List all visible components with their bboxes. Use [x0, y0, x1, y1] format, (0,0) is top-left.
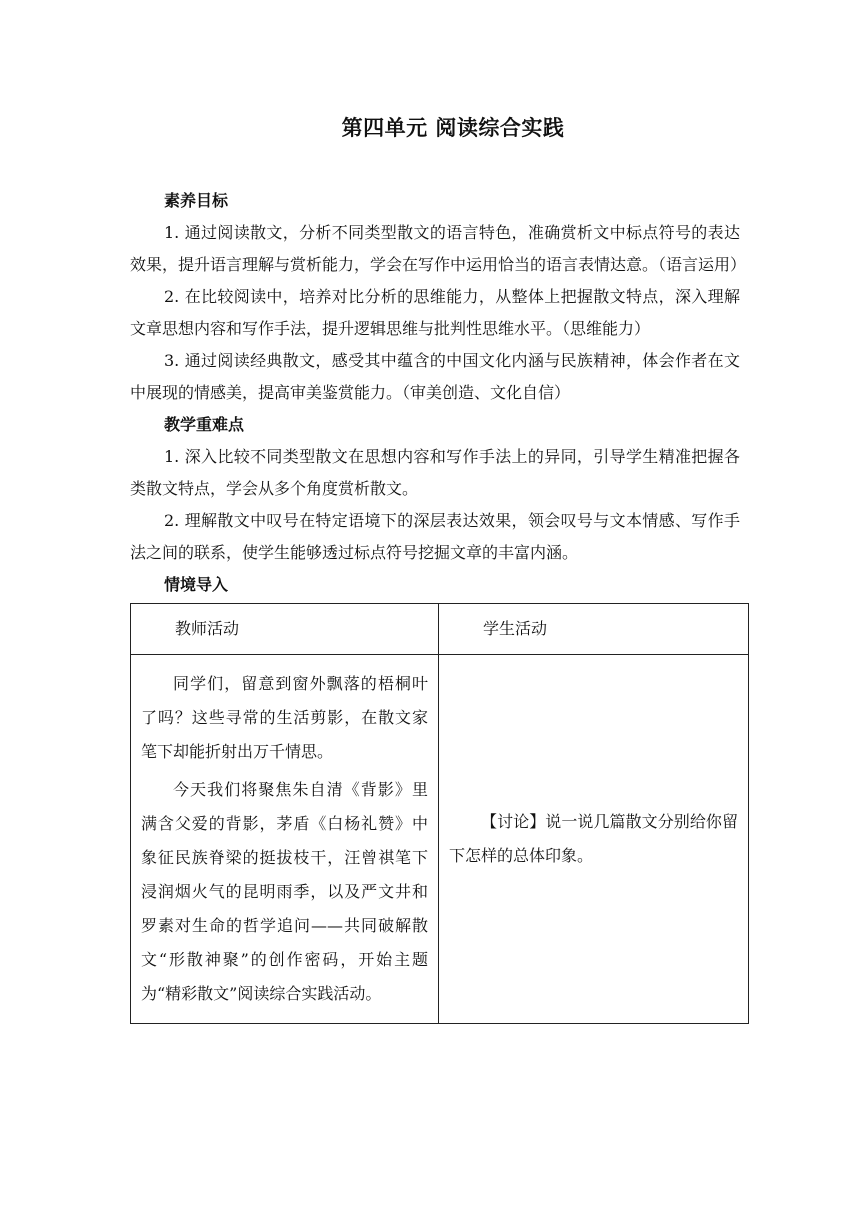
teacher-activity-header: 教师活动 — [131, 604, 439, 655]
document-title: 第四单元 阅读综合实践 — [341, 116, 565, 140]
teacher-activity-cell — [131, 655, 439, 1024]
teacher-paragraph: 同学们，留意到窗外飘落的梧桐叶了吗？这些寻常的生活剪影，在散文家笔下却能折射出万千情思。 — [141, 674, 428, 761]
intro-heading: 情境导入 — [164, 575, 229, 594]
key-point-item: 1. 深入比较不同类型散文在思想内容和写作手法上的异同，引导学生精准把握各类散文特点，学会从多个角度赏析散文。 — [130, 447, 740, 498]
student-discussion-text: 【讨论】说一说几篇散文分别给你留下怎样的总体印象。 — [449, 812, 738, 865]
document-body — [130, 185, 747, 1024]
student-activity-header: 学生活动 — [439, 604, 749, 655]
table-row — [131, 655, 749, 1024]
student-activity-cell — [439, 655, 749, 1024]
activity-table — [130, 603, 749, 1024]
objective-item: 3. 通过阅读经典散文，感受其中蕴含的中国文化内涵与民族精神，体会作者在文中展现的情感美，提高审美鉴赏能力。（审美创造、文化自信） — [130, 351, 740, 402]
table-header-row — [131, 604, 749, 655]
key-point-item: 2. 理解散文中叹号在特定语境下的深层表达效果，领会叹号与文本情感、写作手法之间的联系，使学生能够透过标点符号挖掘文章的丰富内涵。 — [130, 511, 740, 562]
teacher-paragraph: 今天我们将聚焦朱自清《背影》里满含父爱的背影，茅盾《白杨礼赞》中象征民族脊梁的挺拔枝干，汪曾祺笔下浸润烟火气的昆明雨季，以及严文井和罗素对生命的哲学追问——共同破解散文“形散神聚”的创作密码，开始主题为“精彩散文”阅读综合实践活动。 — [141, 780, 428, 1003]
objective-item: 1. 通过阅读散文，分析不同类型散文的语言特色，准确赏析文中标点符号的表达效果，提升语言理解与赏析能力，学会在写作中运用恰当的语言表情达意。（语言运用） — [130, 223, 747, 274]
key-points-heading: 教学重难点 — [164, 415, 245, 434]
objectives-heading: 素养目标 — [164, 191, 229, 210]
objective-item: 2. 在比较阅读中，培养对比分析的思维能力，从整体上把握散文特点，深入理解文章思想内容和写作手法，提升逻辑思维与批判性思维水平。（思维能力） — [130, 287, 740, 338]
